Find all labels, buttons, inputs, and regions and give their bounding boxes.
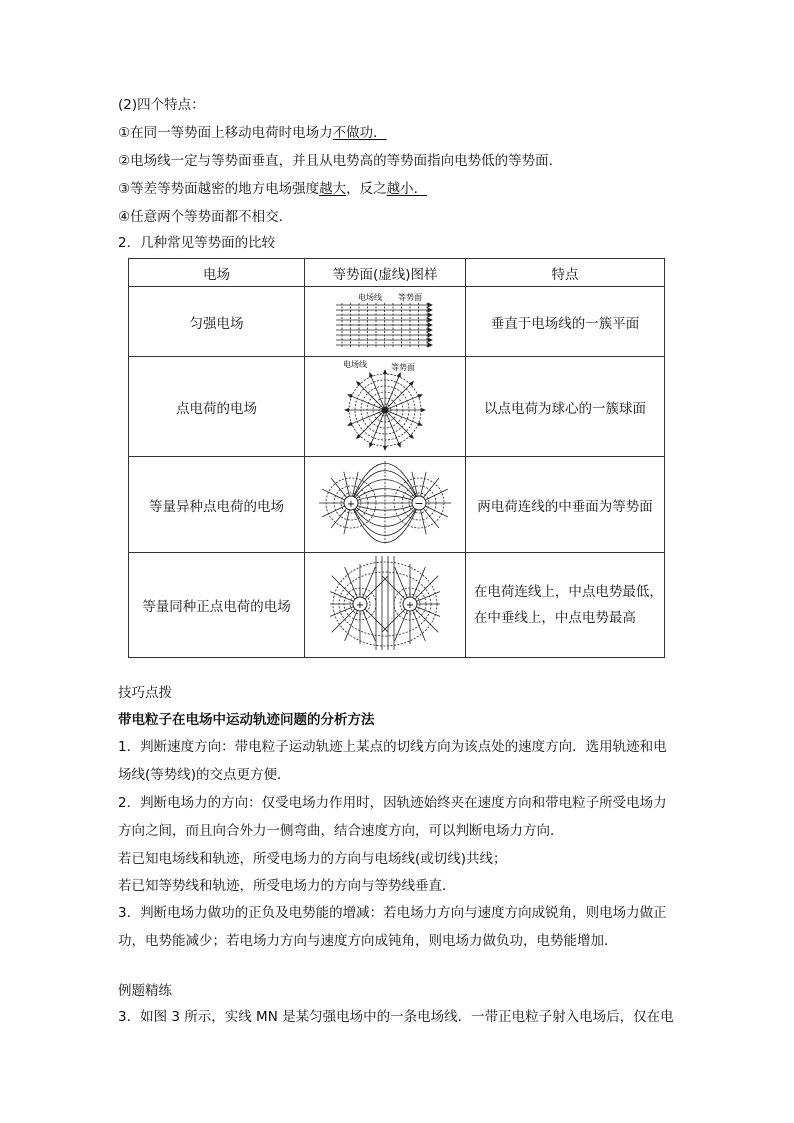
field-arrow	[370, 442, 373, 446]
field-line	[357, 410, 385, 438]
field-line	[351, 503, 419, 543]
equipotential-comparison-table	[128, 258, 665, 658]
feature-line-1: 在电荷连线上，中点电势最低，	[473, 584, 663, 600]
example-problem-text: 3．如图 3 所示，实线 MN 是某匀强电场中的一条电场线．一带正电粒子射入电场后，仅在电	[118, 1009, 674, 1025]
header-diagram: 等势面(虚线)图样	[305, 259, 466, 287]
field-arrow	[428, 318, 432, 322]
field-arrow	[397, 373, 400, 377]
tip-line	[118, 932, 618, 950]
section-heading-comparison: 2．几种常见等势面的比较	[118, 235, 276, 251]
field-arrow	[348, 422, 352, 425]
tip-line	[118, 766, 291, 784]
field-arrow	[428, 333, 432, 337]
point-charge-diagram	[305, 357, 466, 457]
tip-text: 若电场力方向与速度方向成锐角，则电场力做正	[383, 905, 667, 921]
field-arrow	[428, 328, 432, 332]
feature-point-1	[118, 124, 387, 142]
field-arrow	[418, 422, 422, 425]
table-row	[129, 357, 665, 457]
row-field-name: 匀强电场	[129, 287, 305, 357]
feature-1-underlined: 不做功．	[332, 125, 387, 141]
point-charge	[382, 407, 388, 413]
field-arrow	[397, 442, 400, 446]
feature-3-middle: ，反之	[346, 181, 387, 197]
feature-point-3	[118, 180, 427, 198]
field-arrow	[428, 303, 432, 307]
tip-line	[118, 822, 564, 840]
header-feature: 特点	[465, 259, 664, 287]
field-arrow	[428, 343, 432, 347]
tip-line	[118, 850, 507, 868]
field-arrow	[383, 370, 386, 374]
field-arrow	[383, 446, 386, 450]
negative-sign: −	[414, 496, 424, 510]
tips-title: 技巧点拨	[118, 685, 172, 701]
field-arrow	[428, 308, 432, 312]
feature-line-2: 在中垂线上，中点电势最高	[473, 610, 636, 626]
section-heading-features: (2)四个特点：	[118, 97, 205, 113]
field-arrow	[428, 313, 432, 317]
row-field-name: 等量异种点电荷的电场	[129, 457, 305, 553]
field-line	[357, 381, 385, 409]
feature-point-4: ④任意两个等势面都不相交．	[118, 209, 293, 225]
row-feature: 两电荷连线的中垂面为等势面	[465, 457, 664, 553]
point-charge-figure	[335, 358, 435, 452]
tip-text: 若已知等势线和轨迹，所受电场力的方向与等势线垂直．	[118, 878, 456, 894]
like-charges-diagram	[305, 553, 466, 658]
feature-3-underlined-b: 越小．	[386, 181, 428, 197]
field-arrow	[370, 373, 373, 377]
like-charges-figure	[330, 554, 440, 652]
table-row	[129, 287, 665, 357]
row-feature: 以点电荷为球心的一簇球面	[465, 357, 664, 457]
table-row	[129, 553, 665, 658]
table-row	[129, 457, 665, 553]
field-arrow	[345, 408, 349, 411]
tip-lead: 3．判断电场力做功的正负及电势能的增减：	[118, 905, 384, 921]
label-field-line: 电场线	[342, 359, 367, 369]
row-feature: 垂直于电场线的一簇平面	[465, 287, 664, 357]
tip-lead: 1．判断速度方向：	[118, 739, 235, 755]
tip-line	[118, 738, 667, 756]
tip-line	[118, 794, 667, 812]
tips-subtitle: 带电粒子在电场中运动轨迹问题的分析方法	[118, 712, 375, 728]
positive-sign-left: +	[355, 600, 365, 611]
row-feature	[465, 553, 664, 658]
tip-line	[118, 904, 667, 922]
positive-sign-right: +	[405, 600, 415, 611]
field-line	[385, 410, 413, 438]
row-field-name: 等量同种正点电荷的电场	[129, 553, 305, 658]
dipole-figure	[315, 459, 455, 547]
uniform-field-figure	[330, 291, 440, 349]
label-equipotential: 等势面	[397, 292, 422, 302]
label-equipotential: 等势面	[390, 362, 415, 372]
dipole-diagram	[305, 457, 466, 553]
field-line	[385, 381, 413, 409]
feature-3-text: ③等差等势面越密的地方电场强度	[118, 181, 320, 197]
tip-text: 功，电势能减少；若电场力方向与速度方向成钝角，则电场力做负功，电势能增加．	[118, 933, 618, 949]
feature-3-underlined-a: 越大	[319, 181, 347, 197]
table-header-row	[129, 259, 665, 287]
header-field: 电场	[129, 259, 305, 287]
tip-text: 若已知电场线和轨迹，所受电场力的方向与电场线(或切线)共线；	[118, 851, 507, 867]
positive-sign: +	[346, 498, 356, 510]
example-title: 例题精练	[118, 983, 172, 999]
field-arrow	[421, 408, 425, 411]
row-field-name: 点电荷的电场	[129, 357, 305, 457]
tip-line	[118, 877, 456, 895]
feature-1-text: ①在同一等势面上移动电荷时电场力	[118, 125, 333, 141]
tip-text: 带电粒子运动轨迹上某点的切线方向为该点处的速度方向．选用轨迹和电	[234, 739, 667, 755]
uniform-field-diagram	[305, 287, 466, 357]
field-arrow	[428, 338, 432, 342]
tip-text: 方向之间，而且向合外力一侧弯曲，结合速度方向，可以判断电场力方向．	[118, 823, 564, 839]
field-arrow	[418, 394, 422, 397]
tip-text: 仅受电场力作用时，因轨迹始终夹在速度方向和带电粒子所受电场力	[261, 795, 667, 811]
field-arrow	[428, 323, 432, 327]
tip-lead: 2．判断电场力的方向：	[118, 795, 262, 811]
tip-text: 场线(等势线)的交点更方便．	[118, 767, 291, 783]
label-field-line: 电场线	[357, 292, 382, 302]
field-arrow	[348, 394, 352, 397]
feature-point-2: ②电场线一定与等势面垂直，并且从电势高的等势面指向电势低的等势面．	[118, 153, 563, 169]
